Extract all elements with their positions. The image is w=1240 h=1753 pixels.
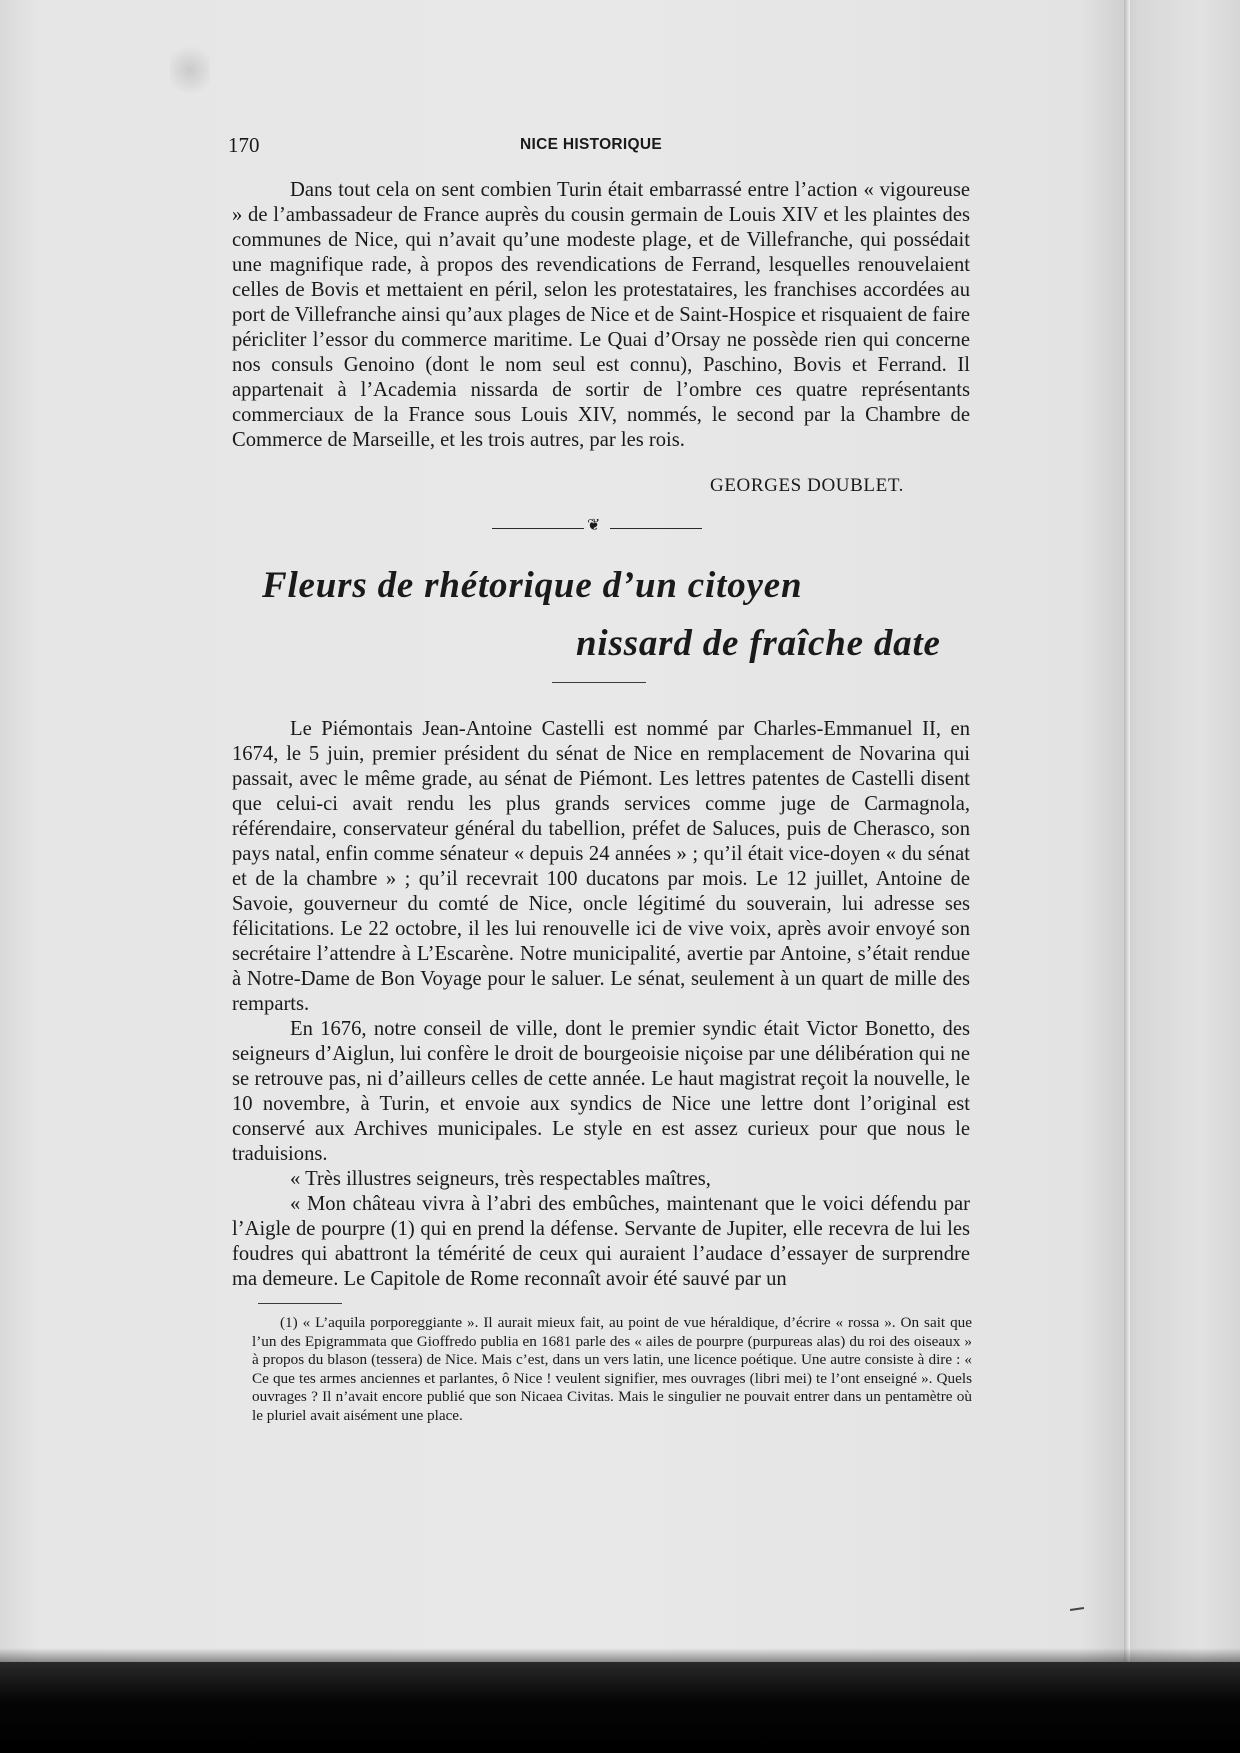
letter-paragraph: « Mon château vivra à l’abri des embûches, maintenant que le voici défendu par l’Aigle de pourpre (1) qui en prend la défense. Servante de Jupiter, elle recevra de lui les foudres qui abattront la témérité de ceux qui auraient l’audace d’essayer de surprendre ma demeure. Le Capitole de Rome reconnaît avoir été sauvé par un	[232, 1193, 970, 1290]
article-title-line-1: Fleurs de rhétorique d’un citoyen	[262, 565, 803, 606]
letter-salutation: « Très illustres seigneurs, très respectables maîtres,	[290, 1168, 711, 1190]
previous-article-paragraph: Dans tout cela on sent combien Turin était embarrassé entre l’action « vigoureuse » de l’ambassadeur de France auprès du cousin germain de Louis XIV et les plaintes des communes de Nice, qui n’avait qu’une modeste plage, et de Villefranche, qui possédait une magnifique rade, à propos des revendications de Ferrand, lesquelles renouvelaient celles de Bovis et mettaient en péril, selon les protestataires, les franchises accordées au port de Villefranche ainsi qu’aux plages de Nice et de Saint-Hospice et risquaient de faire péricliter l’essor du commerce maritime. Le Quai d’Orsay ne possède rien qui concerne nos consuls Genoino (dont le nom seul est connu), Paschino, Bovis et Ferrand. Il appartenait à l’Academia nissarda de sortir de l’ombre ces quatre représentants commerciaux de la France sous Louis XIV, nommés, le second par la Chambre de Commerce de Marseille, et les trois autres, par les rois.	[232, 179, 970, 451]
page-number: 170	[228, 133, 260, 157]
ornament-rule-right	[610, 528, 702, 529]
footnote-1: (1) « L’aquila porporeggiante ». Il aurait mieux fait, au point de vue héraldique, d’écrire « rossa ». On sait que l’un des Epigrammata que Gioffredo publia en 1681 parle des « ailes de pourpre (purpureas alas) du roi des oiseaux » à propos du blason (tessera) de Nice. Mais c’est, dans un vers latin, une licence poétique. Une autre consiste à dire : « Ce que tes armes anciennes et parlantes, ô Nice ! veulent signifier, mes ouvrages (libri mei) te l’ont enseigné ». Quels ouvrages ? Il n’avait encore publié que son Nicaea Civitas. Mais le singulier ne pouvait entrer dans un pentamètre où le pluriel avait aisément une place.	[252, 1314, 972, 1424]
author-signature: GEORGES DOUBLET.	[710, 475, 904, 496]
ornament-rule-left	[492, 528, 584, 529]
section-ornament	[492, 517, 702, 534]
article-body	[232, 717, 970, 1292]
running-title: NICE HISTORIQUE	[520, 136, 663, 153]
footnote	[252, 1314, 972, 1425]
article-title-line-2: nissard de fraîche date	[576, 623, 941, 664]
scanner-background	[0, 1662, 1240, 1753]
paper-stain	[170, 40, 210, 100]
article-paragraph-1: Le Piémontais Jean-Antoine Castelli est nommé par Charles-Emmanuel II, en 1674, le 5 juin, premier président du sénat de Nice en remplacement de Novarina qui passait, avec le même grade, au sénat de Piémont. Les lettres patentes de Castelli disent que celui-ci avait rendu les plus grands services comme juge de Carmagnola, référendaire, conservateur général du tabellion, préfet de Saluces, puis de Cherasco, son pays natal, enfin comme sénateur « depuis 24 années » ; qu’il était vice-doyen « du sénat et de la chambre » ; qu’il recevrait 100 ducatons par mois. Le 12 juillet, Antoine de Savoie, gouverneur du comté de Nice, oncle légitimé du souverain, lui adresse ses félicitations. Le 22 octobre, il les lui renouvelle ici de vive voix, après avoir envoyé son secrétaire l’attendre à L’Escarène. Notre municipalité, avertie par Antoine, s’était rendue à Notre-Dame de Bon Voyage pour le saluer. Le sénat, seulement à un quart de mille des remparts.	[232, 718, 970, 1015]
previous-article-body	[232, 178, 970, 453]
article-paragraph-2: En 1676, notre conseil de ville, dont le premier syndic était Victor Bonetto, des seigneurs d’Aiglun, lui confère le droit de bourgeoisie niçoise par une délibération qui ne se retrouve pas, ni d’ailleurs celles de cette année. Le haut magistrat reçoit la nouvelle, le 10 novembre, à Turin, et envoie aux syndics de Nice une lettre dont l’original est conservé aux Archives municipales. Le style en est assez curieux pour que nous le traduisions.	[232, 1018, 970, 1165]
fleuron-icon: ❦	[587, 517, 601, 534]
page-edge	[1124, 0, 1130, 1700]
footnote-divider	[258, 1303, 342, 1304]
title-divider	[552, 682, 646, 683]
